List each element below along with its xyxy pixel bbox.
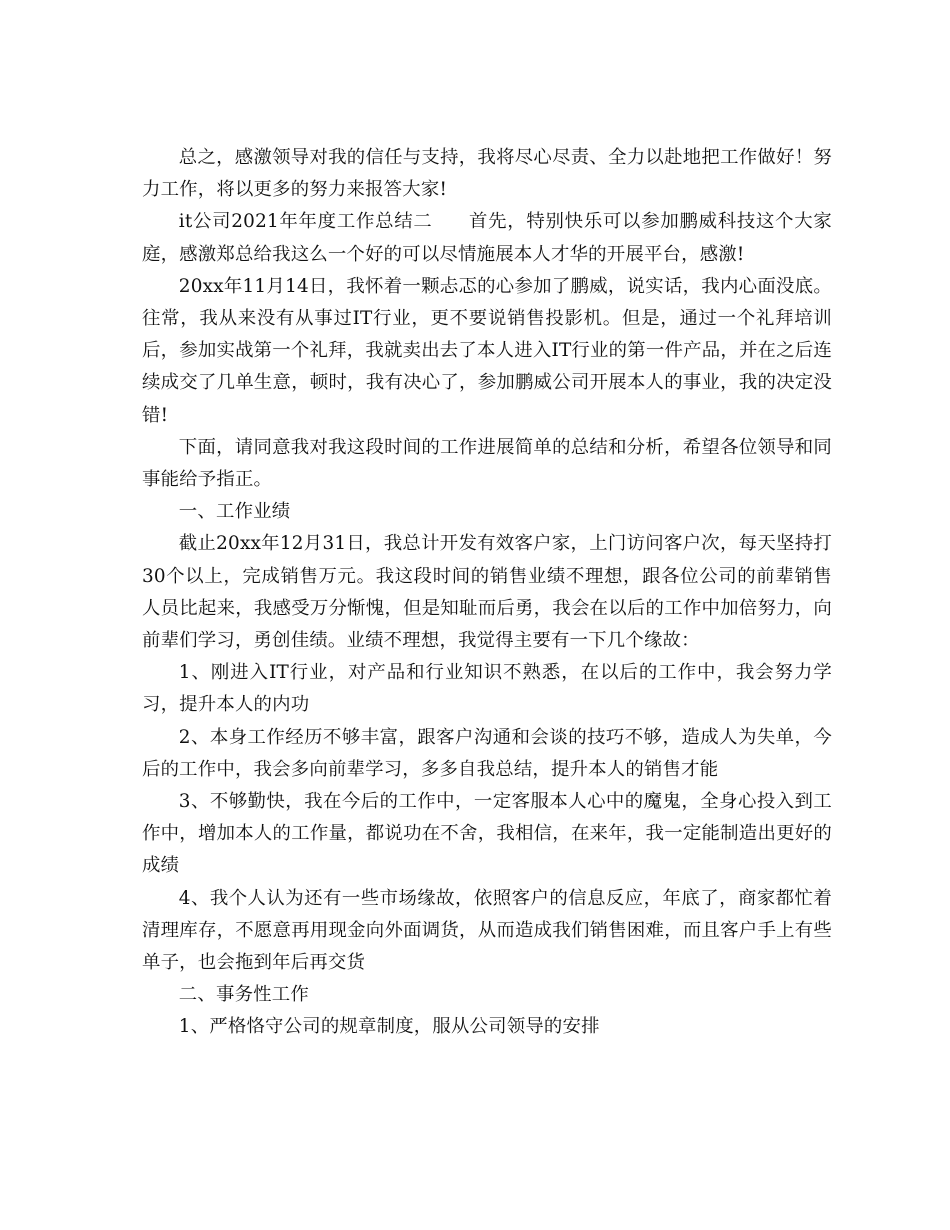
section-title: it公司2021年年度工作总结二	[178, 211, 433, 233]
list-item-reason-2: 2、本身工作经历不够丰富，跟客户沟通和会谈的技巧不够，造成人为失单，今后的工作中，我会多向前辈学习，多多自我总结，提升本人的销售才能	[142, 726, 832, 780]
paragraph-joining-story: 20xx年11月14日，我怀着一颗忐忑的心参加了鹏威，说实话，我内心面没底。往常，我从来没有从事过IT行业，更不要说销售投影机。但是，通过一个礼拜培训后，参加实战第一个礼拜，我就卖出去了本人进入IT行业的第一件产品，并在之后连续成交了几单生意，顿时，我有决心了，参加鹏威公司开展本人的事业，我的决定没错!	[142, 275, 832, 426]
paragraph-closing: 总之，感激领导对我的信任与支持，我将尽心尽责、全力以赴地把工作做好！努力工作，将以更多的努力来报答大家!	[142, 147, 832, 201]
heading-work-performance: 一、工作业绩	[178, 501, 291, 523]
paragraph-performance-details: 截止20xx年12月31日，我总计开发有效客户家，上门访问客户次，每天坚持打30个以上，完成销售万元。我这段时间的销售业绩不理想，跟各位公司的前辈销售人员比起来，我感受万分惭愧，但是知耻而后勇，我会在以后的工作中加倍努力，向前辈们学习，勇创佳绩。业绩不理想，我觉得主要有一下几个缘故：	[142, 533, 832, 652]
heading-administrative-work: 二、事务性工作	[178, 984, 309, 1006]
list-item-reason-3: 3、不够勤快，我在今后的工作中，一定客服本人心中的魔鬼，全身心投入到工作中，增加本人的工作量，都说功在不舍，我相信，在来年，我一定能制造出更好的成绩	[142, 791, 832, 877]
list-item-admin-1: 1、严格恪守公司的规章制度，服从公司领导的安排	[178, 1016, 600, 1038]
paragraph-section-two-intro	[142, 206, 832, 270]
paragraph-summary-request: 下面，请同意我对我这段时间的工作进展简单的总结和分析，希望各位领导和同事能给予指正。	[142, 436, 832, 491]
list-item-reason-4: 4、我个人认为还有一些市场缘故，依照客户的信息反应，年底了，商家都忙着清理库存，不愿意再用现金向外面调货，从而造成我们销售困难，而且客户手上有些单子，也会拖到年后再交货	[142, 887, 832, 974]
section-intro-text: 首先，特别快乐可以参加鹏威科技这个大家庭，感激郑总给我这么一个好的可以尽情施展本人才华的开展平台，感激!	[142, 211, 832, 265]
document-body	[142, 142, 832, 1044]
list-item-reason-1: 1、刚进入IT行业，对产品和行业知识不熟悉，在以后的工作中，我会努力学习，提升本人的内功	[142, 662, 832, 716]
